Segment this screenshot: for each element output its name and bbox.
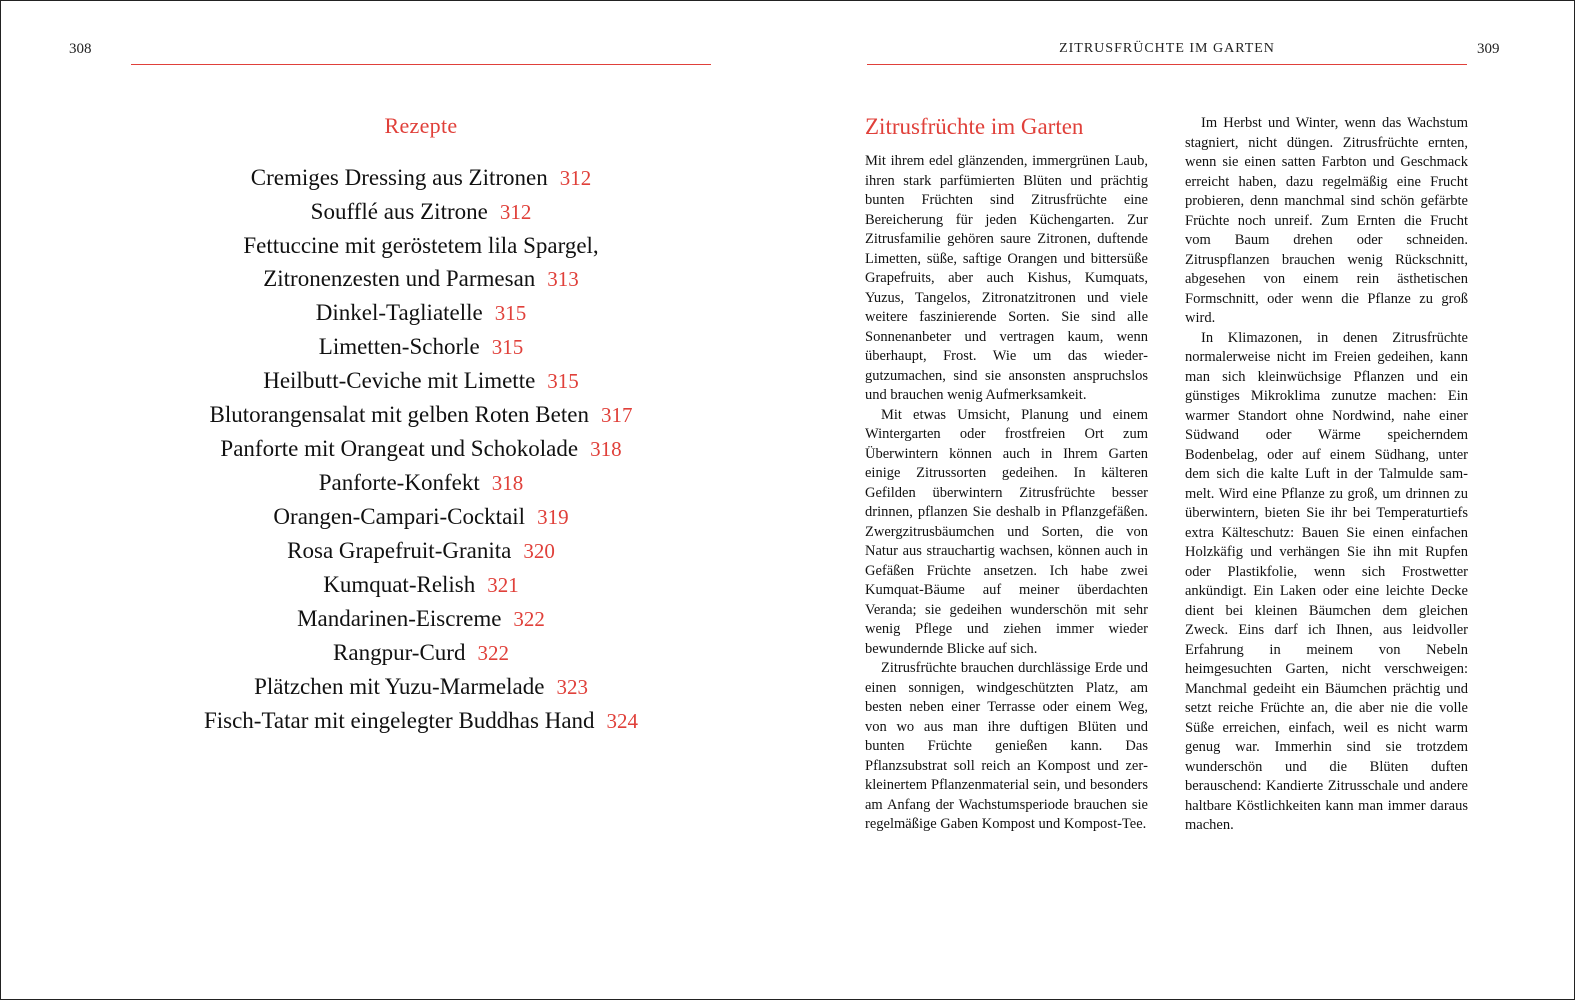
- recipe-list: [131, 161, 711, 738]
- header-rule-left: [131, 64, 711, 65]
- recipe-title: Cremiges Dressing aus Zitronen: [250, 165, 548, 190]
- paragraph: In Klimazonen, in denen Zitrusfrüchte normalerweise nicht im Freien gedeihen, kann man sich kleinwüchsige Pflanzen und ein günstiges Mikroklima zunutze machen: Ein warmer Standort ohne Nordwind, nahe einer Südwand oder Wärme speicherndem Bodenbelag, oder auf einem Südhang, unter dem sich die kalte Luft in der Talmulde sammelt. Wird eine Pflanze zu groß, um drinnen zu überwintern, bieten Sie ihr bei Temperaturtiefs extra Kälteschutz: Bauen Sie einen einfachen Holzkäfig und verhängen Sie ihn mit Rupfen oder Plastikfolie, wenn sich Frostwetter ankündigt. Ein Laken oder eine leichte Decke dient bei kleinen Bäumchen dem gleichen Zweck. Eins darf ich Ihnen, aus leidvoller Erfahrung in meinem von Nebeln heimgesuchten Garten, nicht verschweigen: Manchmal gedeiht ein Bäumchen prächtig und setzt reiche Früchte an, die aber nie die volle Süße erreichen, einfach, weil es nicht warm genug war. Immerhin sind sie trotzdem wunderschön und die Blüten duften berauschend: Kandierte Zitrusschale und andere haltbare Köstlichkeiten kann man immer daraus machen.: [1185, 329, 1468, 833]
- recipe-title: Panforte-Konfekt: [318, 470, 480, 495]
- recipe-title: Zitronenzesten und Parmesan: [263, 266, 536, 291]
- running-head: ZITRUSFRÜCHTE IM GARTEN: [1059, 41, 1275, 56]
- paragraph: Zitrusfrüchte brauchen durchlässige Erde und einen sonnigen, windgeschützten Platz, am besten neben einer Terrasse oder einem Weg, von wo aus man ihre duftigen Blüten und bunten Früchte genießen kann. Das Pflanzsubstrat soll reich an Kompost und zerkleinertem Pflanzenmaterial sein, und besonders am Anfang der Wachstumsperiode brauchen sie regelmäßige Gaben Kompost und Kompost-Tee.: [865, 660, 1148, 832]
- recipe-page: 312: [499, 200, 532, 224]
- recipe-title: Blutorangensalat mit gelben Roten Beten: [209, 402, 589, 427]
- recipe-title: Plätzchen mit Yuzu-Marmelade: [254, 674, 545, 699]
- recipe-page: 318: [590, 437, 622, 461]
- recipe-entry[interactable]: [131, 466, 711, 500]
- recipe-entry[interactable]: [131, 229, 711, 262]
- recipe-title: Limetten-Schorle: [318, 334, 480, 359]
- recipe-entry[interactable]: [131, 636, 711, 670]
- recipe-title: Rosa Grapefruit-Granita: [287, 538, 512, 563]
- recipe-page: 321: [487, 573, 519, 597]
- recipe-entry[interactable]: [131, 432, 711, 466]
- recipe-title: Fisch-Tatar mit eingelegter Buddhas Hand: [203, 708, 595, 733]
- recipe-title: Mandarinen-Eiscreme: [297, 606, 502, 631]
- recipe-page: 317: [600, 403, 633, 427]
- recipe-page: 320: [523, 539, 555, 563]
- recipe-entry[interactable]: [131, 262, 711, 296]
- recipe-title: Heilbutt-Ceviche mit Limette: [263, 368, 536, 393]
- recipe-entry[interactable]: [131, 296, 711, 330]
- recipe-page: 312: [559, 166, 592, 190]
- recipe-page: 322: [513, 607, 545, 631]
- recipe-page: 315: [491, 335, 524, 359]
- text-column-right: [1185, 114, 1468, 836]
- recipe-index: [131, 113, 711, 738]
- header-rule-right: [867, 64, 1467, 65]
- recipe-entry[interactable]: [131, 161, 711, 195]
- recipe-entry[interactable]: [131, 398, 711, 432]
- recipe-page: 315: [494, 301, 527, 325]
- article-title: Zitrusfrüchte im Garten: [865, 114, 1084, 139]
- text-column-left: [865, 152, 1148, 835]
- recipe-entry[interactable]: [131, 670, 711, 704]
- recipe-entry[interactable]: [131, 568, 711, 602]
- recipe-entry[interactable]: [131, 602, 711, 636]
- recipe-page: 318: [491, 471, 524, 495]
- recipes-heading: Rezepte: [384, 113, 458, 138]
- paragraph: Mit ihrem edel glänzenden, immergrünen Laub, ihren stark parfümierten Blüten und prächtig bunten Früchten sind Zitrusfrüchte eine Bereicherung für jeden Küchengarten. Zur Zitrusfamilie gehören saure Zitronen, duftende Limetten, süße, saftige Orangen und bittersüße Grapefruits, aber auch Kishus, Kumquats, Yuzus, Tangelos, Zitronatzitronen und viele weitere faszinierende Sorten. Sie sind alle Sonnenanbeter und vertragen kaum, wenn überhaupt, Frost. Wie um das wiedergutzumachen, sind sie ansonsten anspruchslos und brauchen wenig Aufmerksamkeit.: [865, 153, 1148, 403]
- recipe-page: 319: [537, 505, 569, 529]
- page-number-right: 309: [1477, 41, 1500, 57]
- recipe-entry[interactable]: [131, 364, 711, 398]
- recipe-page: 324: [606, 709, 639, 733]
- recipe-page: 313: [547, 267, 579, 291]
- recipe-title: Panforte mit Orangeat und Schokolade: [220, 436, 579, 461]
- recipe-entry[interactable]: [131, 534, 711, 568]
- recipe-entry[interactable]: [131, 500, 711, 534]
- recipe-page: 323: [556, 675, 588, 699]
- recipe-entry[interactable]: [131, 195, 711, 229]
- page-number-left: 308: [69, 41, 92, 57]
- recipe-title: Fettuccine mit geröstetem lila Spargel,: [243, 233, 599, 258]
- recipe-page: 322: [477, 641, 509, 665]
- recipe-title: Dinkel-Tagliatelle: [315, 300, 483, 325]
- recipe-page: 315: [547, 369, 579, 393]
- paragraph: Mit etwas Umsicht, Planung und einem Wintergarten oder frostfreien Ort zum Überwintern können auch in Ihrem Garten einige Zitrussorten gedeihen. In kälteren Gefilden überwintern Zitrusfrüchte besser drinnen, pflanzen Sie deshalb in Pflanzgefäßen. Zwergzitrusbäumchen und Sorten, die von Natur aus strauchartig wachsen, können auch in Gefäßen Früchte ansetzen. Ich habe zwei Kumquat-Bäume auf meiner überdachten Veranda; sie gedeihen wunderschön mit sehr wenig Pflege und ziehen immer wieder bewundernde Blicke auf sich.: [865, 406, 1148, 657]
- recipe-title: Rangpur-Curd: [333, 640, 466, 665]
- recipe-title: Soufflé aus Zitrone: [310, 199, 488, 224]
- paragraph: Im Herbst und Winter, wenn das Wachstum stagniert, nicht düngen. Zitrusfrüchte ernten, wenn sie einen satten Farbton und Geschmack erreicht haben, dazu regelmäßig eine Frucht probieren, denn manchmal sind schön gefärbte Früchte noch unreif. Zum Ernten die Frucht vom Baum drehen oder schneiden. Zitruspflanzen brauchen wenig Rückschnitt, abgesehen von einem rein ästhetischen Formschnitt, oder wenn die Pflanze zu groß wird.: [1185, 115, 1468, 326]
- recipe-title: Orangen-Campari-Cocktail: [273, 504, 526, 529]
- recipe-title: Kumquat-Relish: [323, 572, 476, 597]
- recipe-entry[interactable]: [131, 704, 711, 738]
- recipe-entry[interactable]: [131, 330, 711, 364]
